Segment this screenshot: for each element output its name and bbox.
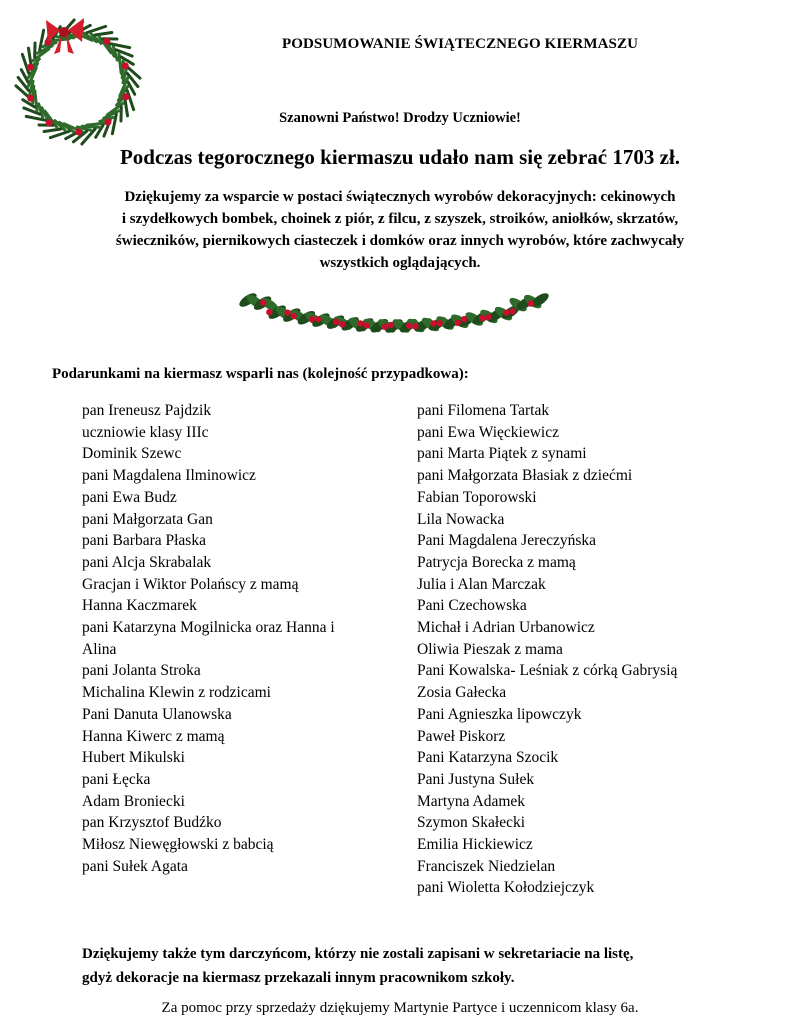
donor-item: uczniowie klasy IIIc: [82, 423, 209, 441]
thanks-line: świeczników, piernikowych ciasteczek i domków oraz innych wyrobów, które zachwycały: [115, 233, 685, 249]
thanks-line: Dziękujemy za wsparcie w postaci świątecznych wyrobów dekoracyjnych: cekinowych: [124, 189, 676, 205]
donor-item: Miłosz Niewęgłowski z babcią: [82, 836, 274, 854]
donor-item: Gracjan i Wiktor Polańscy z mamą: [82, 575, 299, 593]
donor-item: Szymon Skałecki: [417, 814, 526, 832]
donor-item: Pani Danuta Ulanowska: [82, 705, 232, 723]
thanks-paragraph: [60, 186, 740, 274]
donor-item: Emilia Hickiewicz: [417, 836, 533, 854]
donor-item: Patrycja Borecka z mamą: [417, 553, 576, 571]
donor-item: pani Ewa Więckiewicz: [417, 423, 559, 441]
thanks-line: i szydełkowych bombek, choinek z piór, z filcu, z szyszek, stroików, aniołków, skrzatów,: [121, 211, 679, 227]
christmas-wreath-icon: [8, 8, 148, 148]
greeting: Szanowni Państwo! Drodzy Uczniowie!: [279, 110, 521, 126]
donor-item: Michał i Adrian Urbanowicz: [417, 619, 595, 637]
donors-list-right: [417, 400, 757, 899]
holly-garland-icon: [238, 288, 550, 346]
donor-item: pani Jolanta Stroka: [82, 662, 201, 680]
donor-item: Pani Kowalska- Leśniak z córką Gabrysią: [417, 662, 678, 680]
donor-item: pani Filomena Tartak: [417, 402, 550, 419]
donor-item: Julia i Alan Marczak: [417, 575, 546, 593]
donor-item: Pani Katarzyna Szocik: [417, 749, 559, 767]
donors-intro: Podarunkami na kiermasz wsparli nas (kolejność przypadkowa):: [52, 366, 469, 382]
donor-item: pani Ewa Budz: [82, 488, 177, 506]
donor-item: pan Krzysztof Budźko: [82, 814, 222, 832]
donor-item: pani Wioletta Kołodziejczyk: [417, 879, 595, 897]
donor-item: Pani Justyna Sułek: [417, 770, 535, 788]
donor-item: pani Małgorzata Gan: [82, 510, 213, 528]
donor-item: Dominik Szewc: [82, 445, 182, 463]
donor-item: pani Marta Piątek z synami: [417, 445, 587, 463]
document-title: PODSUMOWANIE ŚWIĄTECZNEGO KIERMASZU: [281, 36, 639, 52]
donor-item: Fabian Toporowski: [417, 488, 537, 506]
donor-item: pani Małgorzata Błasiak z dziećmi: [417, 467, 633, 485]
footer-line: Dziękujemy także tym darczyńcom, którzy nie zostali zapisani w sekretariacie na listę,: [82, 946, 634, 962]
donor-item: pani Katarzyna Mogilnicka oraz Hanna i: [82, 619, 335, 637]
donor-item: Martyna Adamek: [417, 792, 526, 810]
donor-item: Hanna Kiwerc z mamą: [82, 727, 225, 745]
donor-item: pani Łęcka: [82, 770, 151, 788]
thanks-line: wszystkich oglądających.: [319, 255, 481, 271]
donor-item: pani Sułek Agata: [82, 857, 188, 875]
donor-item: Pani Czechowska: [417, 597, 527, 615]
donor-item: Lila Nowacka: [417, 510, 505, 528]
donor-item: Paweł Piskorz: [417, 727, 506, 745]
donor-item: pani Alcja Skrabalak: [82, 553, 212, 571]
donors-list-left: [82, 400, 382, 877]
donor-item: Adam Broniecki: [82, 792, 185, 810]
donor-item: pani Magdalena Ilminowicz: [82, 467, 256, 485]
donor-item: Hanna Kaczmarek: [82, 597, 197, 615]
footer-note: Za pomoc przy sprzedaży dziękujemy Martynie Partyce i uczennicom klasy 6a.: [161, 1000, 639, 1016]
donor-item: pan Ireneusz Pajdzik: [82, 402, 212, 419]
footer-line: gdyż dekoracje na kiermasz przekazali innym pracownikom szkoły.: [82, 970, 515, 986]
donor-item: Pani Agnieszka lipowczyk: [417, 705, 582, 723]
donor-item: Pani Magdalena Jereczyńska: [417, 532, 597, 550]
donor-item: Michalina Klewin z rodzicami: [82, 684, 271, 702]
donor-item: Franciszek Niedzielan: [417, 857, 556, 875]
donor-item: pani Barbara Płaska: [82, 532, 206, 550]
footer-thanks: [82, 942, 722, 990]
donor-item: Hubert Mikulski: [82, 749, 185, 767]
headline: Podczas tegorocznego kiermaszu udało nam się zebrać 1703 zł.: [119, 145, 681, 169]
donor-item: Oliwia Pieszak z mama: [417, 640, 563, 658]
donor-item: Zosia Gałecka: [417, 684, 507, 702]
donor-item: Alina: [82, 640, 117, 658]
